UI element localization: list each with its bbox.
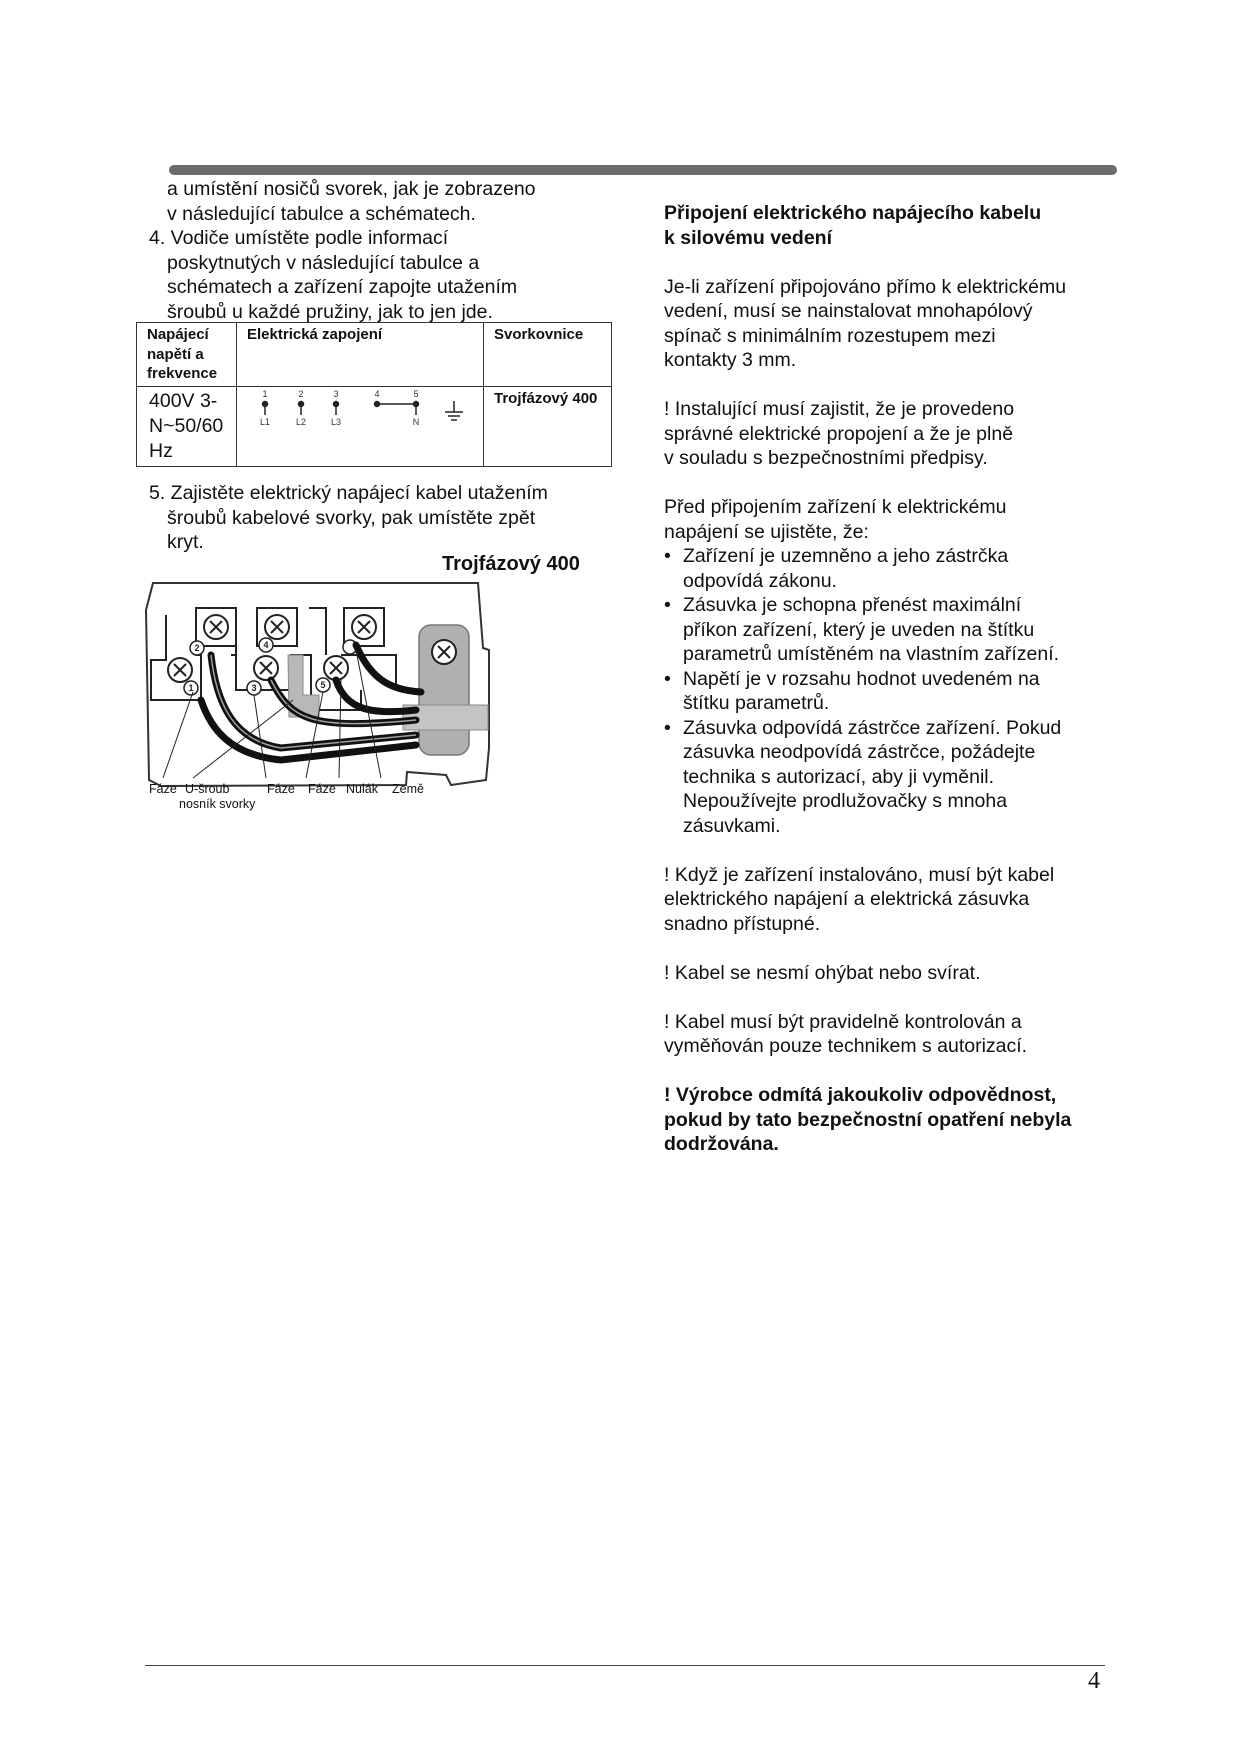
section-heading: Připojení elektrického napájecího kabelu [664,202,1042,224]
wiring-number: 4 [374,388,380,399]
list-item-cont: zásuvkami. [683,814,781,837]
list-item-cont: parametrů umístěném na vlastním zařízení. [683,643,1060,665]
wiring-number: 5 [413,388,419,399]
table-cell-supply: 400V 3-N~50/60 Hz [137,386,237,466]
connection-table [136,322,612,467]
terminal-number: 4 [263,640,269,650]
wiring-number: 2 [298,388,304,399]
right-column [664,201,1124,1157]
terminal-number: 3 [251,683,257,693]
warning-line: dodržována. [664,1133,779,1155]
step5-line: kryt. [167,531,204,553]
paragraph-line: Před připojením zařízení k elektrickému [664,496,1007,518]
paragraph-line: ! Instalující musí zajistit, že je provedeno [664,398,1015,420]
list-item: • Zásuvka je schopna přenést maximální [664,594,1022,616]
caption-u-sroub: U-šroub [185,782,230,796]
left-column [149,177,619,324]
warning-line: pokud by tato bezpečnostní opatření nebyla [664,1108,1072,1131]
caption-faze: Fáze [267,782,295,796]
table-header-terminal: Svorkovnice [484,323,612,387]
step4-line: šroubů u každé pružiny, jak to jen jde. [167,300,493,323]
paragraph-line: napájení se ujistěte, že: [664,520,869,543]
step4-line: 4. Vodiče umístěte podle informací [149,227,449,249]
terminal-number: 5 [320,680,326,690]
caption-faze: Fáze [149,782,177,796]
bullet-icon: • [664,667,671,690]
wiring-number: 3 [333,388,339,399]
list-item-cont: příkon zařízení, který je uveden na štítku [683,618,1035,641]
caption-zeme: Země [392,782,424,796]
bullet-icon: • [664,716,671,739]
list-item: • Zásuvka odpovídá zástrčce zařízení. Pokud [664,716,1062,739]
list-item-cont: odpovídá zákonu. [683,569,837,592]
paragraph-line: vedení, musí se nainstalovat mnohapólový [664,300,1033,322]
paragraph-line: kontakty 3 mm. [664,349,797,371]
wiring-label: L1 [259,416,271,427]
table-header-wiring: Elektrická zapojení [237,323,484,387]
caption-nosnik: nosník svorky [179,797,256,811]
list-item-cont: technika s autorizací, aby ji vyměnil. [683,765,995,788]
table-cell-terminal: Trojfázový 400 [484,386,612,466]
paragraph-line: snadno přístupné. [664,912,821,935]
caption-nulak: Nulák [346,782,378,796]
caption-faze: Fáze [308,782,336,796]
step5-line: šroubů kabelové svorky, pak umístěte zpět [167,506,536,529]
list-item-cont: štítku parametrů. [683,692,830,714]
table-cell-wiring [237,386,484,466]
terminal-number: 2 [194,643,200,653]
footer-rule [145,1665,1105,1666]
diagram-title: Trojfázový 400 [442,553,580,575]
warning-line: ! Výrobce odmítá jakoukoliv odpovědnost, [664,1084,1057,1106]
list-item: • Napětí je v rozsahu hodnot uvedeném na [664,667,1040,690]
wiring-label: L2 [295,416,307,427]
header-bar [169,165,1117,175]
list-item-cont: zásuvka neodpovídá zástrčce, požádejte [683,741,1036,763]
paragraph-line: vyměňován pouze technikem s autorizací. [664,1035,1028,1057]
paragraph-line: ! Když je zařízení instalováno, musí být kabel [664,863,1055,886]
paragraph-line: v souladu s bezpečnostními předpisy. [664,447,988,469]
step5-line: 5. Zajistěte elektrický napájecí kabel utažením [149,482,548,504]
intro-line: v následující tabulce a schématech. [167,202,476,225]
intro-line: a umístění nosičů svorek, jak je zobrazeno [167,178,536,200]
paragraph-line: správné elektrické propojení a že je plně [664,422,1014,445]
step5 [149,481,619,555]
terminal-block-diagram [141,580,491,795]
section-heading: k silovému vedení [664,226,832,249]
list-item: • Zařízení je uzemněno a jeho zástrčka [664,545,1009,567]
step4-line: poskytnutých v následující tabulce a [167,251,480,274]
paragraph-line: ! Kabel se nesmí ohýbat nebo svírat. [664,961,981,984]
page-number: 4 [1088,1668,1100,1694]
wiring-label: L3 [330,416,342,427]
list-item-cont: Nepoužívejte prodlužovačky s mnoha [683,790,1008,812]
wiring-label: N [412,416,420,427]
paragraph-line: Je-li zařízení připojováno přímo k elektrickému [664,275,1067,298]
bullet-icon: • [664,594,671,616]
diagram-captions [146,782,446,818]
paragraph-line: elektrického napájení a elektrická zásuvka [664,888,1030,910]
paragraph-line: ! Kabel musí být pravidelně kontrolován a [664,1010,1022,1033]
terminal-number: 1 [188,683,194,693]
paragraph-line: spínač s minimálním rozestupem mezi [664,324,996,347]
step4-line: schématech a zařízení zapojte utažením [167,276,518,298]
table-header-supply: Napájecí napětí a frekvence [137,323,237,387]
bullet-icon: • [664,545,671,567]
wiring-number: 1 [262,388,268,399]
wiring-scheme [237,387,483,457]
